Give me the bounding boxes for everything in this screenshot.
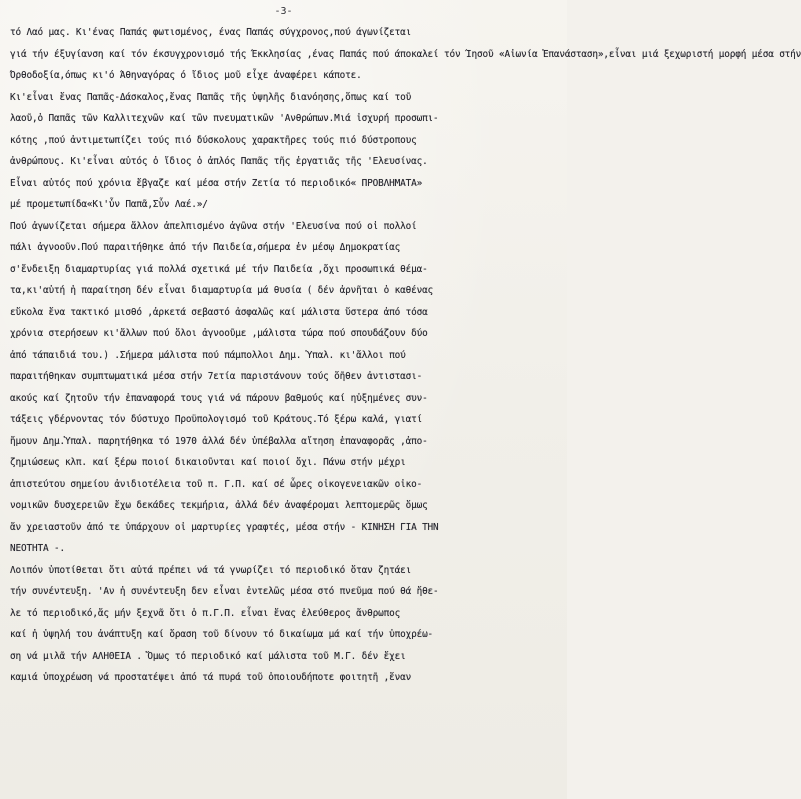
text-line: Εἶναι αὐτός πού χρόνια ἔβγαζε καί μέσα στήν Ζετία τό περιοδικό« ΠΡΟΒΛΗΜΑΤΑ» bbox=[10, 177, 423, 189]
text-line: τάξεις γδέρνοντας τόν δύστυχο Προϋπολογισμό τοῦ Κράτους.Τό ξέρω καλά, γιατί bbox=[10, 414, 423, 425]
text-line: χρόνια στερήσεων κι'ἄλλων πού ὅλοι ἀγνοοῦμε ,μάλιστα τώρα πού σπουδάζουν δύο bbox=[10, 328, 428, 339]
text-line: εὔκολα ἕνα τακτικό μισθό ,ἀρκετά σεβαστό ἀσφαλῶς καί μάλιστα ὕστερα ἀπό τόσα bbox=[10, 306, 428, 318]
text-line: ἀνθρώπους. Κι'εἶναι αὐτός ὁ ἴδιος ὁ ἁπλός Παπᾶς τῆς ἐργατιᾶς τῆς 'Ελευσίνας. bbox=[10, 156, 428, 167]
text-line: ἀπό τάπαιδιά του.) .Σήμερα μάλιστα πού πάμπολλοι Δημ. Ὑπαλ. κι'ἄλλοι πού bbox=[10, 349, 406, 361]
text-line: παραιτήθηκαν συμπτωματικά μέσα στήν 7ετία παριστάνουν τούς ὅῆθεν ἀντιστασι- bbox=[10, 371, 423, 382]
text-line: σ'ἔνδειξη διαμαρτυρίας γιά πολλά σχετικά μέ τήν Παιδεία ,ὄχι προσωπικά θέμα- bbox=[10, 263, 428, 275]
text-line bbox=[10, 775, 558, 797]
text-line: ακούς καί ζητοῦν τήν ἐπαναφορά τους γιά νά πάρουν βαθμούς καί ηὐξημένες συν- bbox=[10, 392, 428, 404]
text-line: καί ἡ ὑψηλή του ἀνάπτυξη καί ὅραση τοῦ δίνουν τό δικαίωμα μά καί τήν ὑποχρέω- bbox=[10, 629, 434, 640]
text-line: ση νά μιλᾶ τήν ΑΛΗΘΕΙΑ . Ὅμως τό περιοδικό καί μάλιστα τοῦ Μ.Γ. δέν ἔχει bbox=[10, 650, 406, 662]
text-line: πάλι ἀγνοοῦν.Πού παραιτήθηκε ἀπό τήν Παιδεία,σήμερα ἐν μέσῳ Δημοκρατίας bbox=[10, 242, 401, 253]
text-line: Κι'εἶναι ἕνας Παπᾶς-Δάσκαλος,ἕνας Παπᾶς τῆς ὑψηλῆς διανόησης,ὅπως καί τοῦ bbox=[10, 91, 412, 103]
text-line: Λοιπόν ὑποτίθεται ὅτι αὐτά πρέπει νά τά γνωρίζει τό περιοδικό ὅταν ζητάει bbox=[10, 564, 412, 576]
text-line bbox=[10, 689, 558, 711]
text-line: τήν συνέντευξη. 'Αν ἡ συνέντευξη δεν εἶναι ἐντελῶς μέσα στό πνεῦμα πού θά ἤθε- bbox=[10, 586, 439, 597]
text-line: Όρθοδοξία,όπως κι'ό Άθηναγόρας ό ἴδιος μοῦ εἶχε ἀναφέρει κάποτε. bbox=[10, 70, 362, 81]
text-line: τα,κι'αὐτή ἡ παραίτηση δέν εἶναι διαμαρτυρία μά θυσία ( δέν ἀρνῆται ὁ καθένας bbox=[10, 285, 434, 296]
text-line bbox=[10, 732, 558, 754]
text-line: ἄν χρειαστοῦν ἀπό τε ὑπάρχουν οἱ μαρτυρίες γραφτές, μέσα στήν - ΚΙΝΗΣΗ ΓΙΑ ΤΗΝ bbox=[10, 521, 439, 533]
text-line: ΝΕΟΤΗΤΑ -. bbox=[10, 543, 65, 554]
text-line: γιά τήν έξυγίανση καί τόν έκσυγχρονισμό τής Έκκλησίας ,ένας Παπάς πού άποκαλεί τόν Ίησοῦ «Αἰωνία Ἐπανάσταση»,εἶναι μιά ξεχωριστή μορφή μέσα στήν bbox=[10, 48, 801, 60]
text-line: μέ προμετωπίδα«Κι'ὖν Παπᾶ,Σὖν Λαέ.»/ bbox=[10, 199, 208, 210]
text-line: Πού ἀγωνίζεται σήμερα ἄλλον ἀπελπισμένο ἀγῶνα στήν 'Ελευσίνα πού οἱ πολλοί bbox=[10, 220, 417, 232]
typewritten-body bbox=[10, 22, 801, 796]
text-line: λαοῦ,ὁ Παπᾶς τῶν Καλλιτεχνῶν καί τῶν πνευματικῶν 'Ανθρώπων.Μιά ἰσχυρή προσωπι- bbox=[10, 113, 439, 124]
text-line bbox=[10, 753, 558, 775]
text-line: τό Λαό μας. Κι'ένας Παπάς φωτισμένος, ένας Παπάς σύγχρονος,πού άγωνίζεται bbox=[10, 27, 412, 38]
text-line: λε τό περιοδικό,ἄς μήν ξεχνᾶ ὅτι ὁ π.Γ.Π. εἶναι ἕνας ἐλεύθερος ἄνθρωπος bbox=[10, 607, 401, 619]
text-line: ἀπιστεύτου σημείου ἀνιδιοτέλεια τοῦ π. Γ.Π. καί σέ ὧρες οἰκογενειακῶν οἰκο- bbox=[10, 478, 423, 490]
text-line: νομικῶν δυσχερειῶν ἔχω δεκάδες τεκμήρια, ἀλλά δέν ἀναφέρομαι λεπτομερῶς ὅμως bbox=[10, 500, 428, 511]
page-number: -3- bbox=[274, 6, 293, 17]
text-line: καμιά ὑποχρέωση νά προστατέψει ἀπό τά πυρά τοῦ ὁποιουδήποτε φοιτητῆ ,ἕναν bbox=[10, 672, 412, 683]
text-line: ἤμουν Δημ.Ὑπαλ. παρητήθηκα τό 1970 ἀλλά δέν ὑπέβαλλα αἴτηση ἐπαναφορᾶς ,ἀπο- bbox=[10, 435, 428, 447]
text-line: κότης ,πού ἀντιμετωπίζει τούς πιό δύσκολους χαρακτῆρες τούς πιό δύστροπους bbox=[10, 134, 417, 146]
text-line: ζημιώσεως κλπ. καί ξέρω ποιοί δικαιοῦνται καί ποιοί ὄχι. Πάνω στήν μέχρι bbox=[10, 457, 406, 468]
text-line bbox=[10, 710, 558, 732]
